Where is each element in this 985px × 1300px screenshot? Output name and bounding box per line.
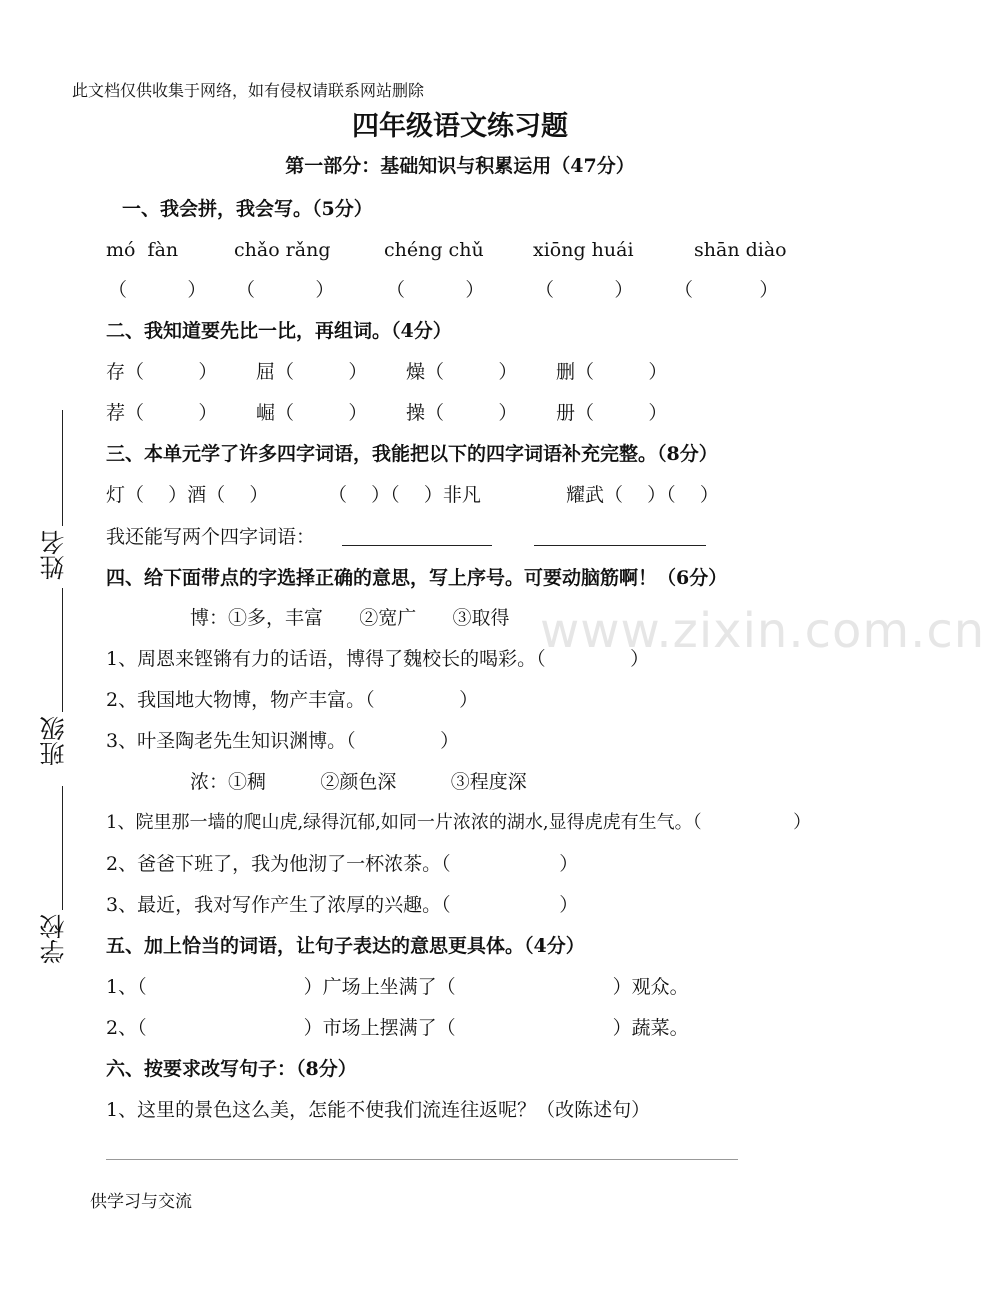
idiom-item-2[interactable]: （ ）（ ）非凡 (328, 484, 481, 506)
sentence-fill-2[interactable]: 2、（ ）市场上摆满了（ ）蔬菜。 (106, 1017, 689, 1039)
pinyin-1: mó fàn (106, 239, 179, 261)
class-label: 班级 (39, 716, 68, 766)
idiom-answer-line-1[interactable] (342, 545, 492, 546)
idiom-prompt: 我还能写两个四字词语： (106, 526, 316, 548)
idiom-answer-line-2[interactable] (534, 545, 706, 546)
definition-nong: 浓：①稠 ②颜色深 ③程度深 (190, 771, 527, 793)
question-nong-3[interactable]: 3、最近，我对写作产生了浓厚的兴趣。（ ） (106, 894, 579, 916)
pinyin-5: shān diào (694, 239, 787, 261)
page-title: 四年级语文练习题 (352, 111, 568, 142)
question-bo-3[interactable]: 3、叶圣陶老先生知识渊博。（ ） (106, 730, 460, 752)
school-label: 学校 (39, 914, 68, 964)
disclaimer: 此文档仅供收集于网络，如有侵权请联系网站删除 (72, 81, 425, 100)
word-pair-5[interactable]: 荐（ ） (106, 402, 218, 424)
question-nong-1[interactable]: 1、院里那一墙的爬山虎,绿得沉郁,如同一片浓浓的湖水,显得虎虎有生气。（ ） (106, 812, 812, 833)
name-label: 姓名 (39, 530, 68, 580)
section5-heading: 五、加上恰当的词语，让句子表达的意思更具体。（4分） (106, 935, 585, 957)
school-field-line[interactable] (62, 786, 63, 910)
section2-heading: 二、我知道要先比一比，再组词。（4分） (106, 320, 452, 342)
question-nong-2[interactable]: 2、爸爸下班了，我为他沏了一杯浓茶。（ ） (106, 853, 579, 875)
word-pair-8[interactable]: 册（ ） (556, 402, 668, 424)
answer-blank-4[interactable]: （ ） (535, 279, 634, 301)
pinyin-2: chǎo rǎng (234, 239, 331, 261)
question-bo-2[interactable]: 2、我国地大物博，物产丰富。（ ） (106, 689, 479, 711)
answer-blank-2[interactable]: （ ） (236, 279, 335, 301)
word-pair-1[interactable]: 存（ ） (106, 361, 218, 383)
word-pair-7[interactable]: 操（ ） (406, 402, 518, 424)
footer-text: 供学习与交流 (90, 1192, 192, 1212)
class-field-line[interactable] (62, 588, 63, 712)
pinyin-4: xiōng huái (533, 239, 634, 261)
page-subtitle: 第一部分：基础知识与积累运用（47分） (285, 155, 635, 177)
answer-blank-3[interactable]: （ ） (386, 279, 485, 301)
section1-heading: 一、我会拼，我会写。（5分） (122, 198, 373, 220)
section4-heading: 四、给下面带点的字选择正确的意思，写上序号。可要动脑筋啊！（6分） (106, 567, 728, 589)
word-pair-6[interactable]: 崛（ ） (256, 402, 368, 424)
word-pair-4[interactable]: 删（ ） (556, 361, 668, 383)
section6-heading: 六、按要求改写句子：（8分） (106, 1058, 357, 1080)
section3-heading: 三、本单元学了许多四字词语，我能把以下的四字词语补充完整。（8分） (106, 443, 718, 465)
name-field-line[interactable] (62, 410, 63, 526)
pinyin-3: chéng chǔ (384, 239, 484, 261)
answer-blank-5[interactable]: （ ） (674, 279, 779, 301)
watermark: www.zixin.com.cn (540, 603, 985, 659)
idiom-item-3[interactable]: 耀武（ ）（ ） (566, 484, 719, 506)
question-bo-1[interactable]: 1、周恩来铿锵有力的话语，博得了魏校长的喝彩。（ ） (106, 648, 650, 670)
idiom-item-1[interactable]: 灯（ ）酒（ ） (106, 484, 269, 506)
rewrite-question-1: 1、这里的景色这么美，怎能不使我们流连往返呢？（改陈述句） (106, 1099, 651, 1121)
word-pair-3[interactable]: 燥（ ） (406, 361, 518, 383)
answer-blank-1[interactable]: （ ） (108, 279, 207, 301)
sentence-fill-1[interactable]: 1、（ ）广场上坐满了（ ）观众。 (106, 976, 689, 998)
definition-bo: 博：①多，丰富 ②宽广 ③取得 (190, 607, 510, 629)
page-divider (106, 1159, 738, 1160)
word-pair-2[interactable]: 屈（ ） (256, 361, 368, 383)
